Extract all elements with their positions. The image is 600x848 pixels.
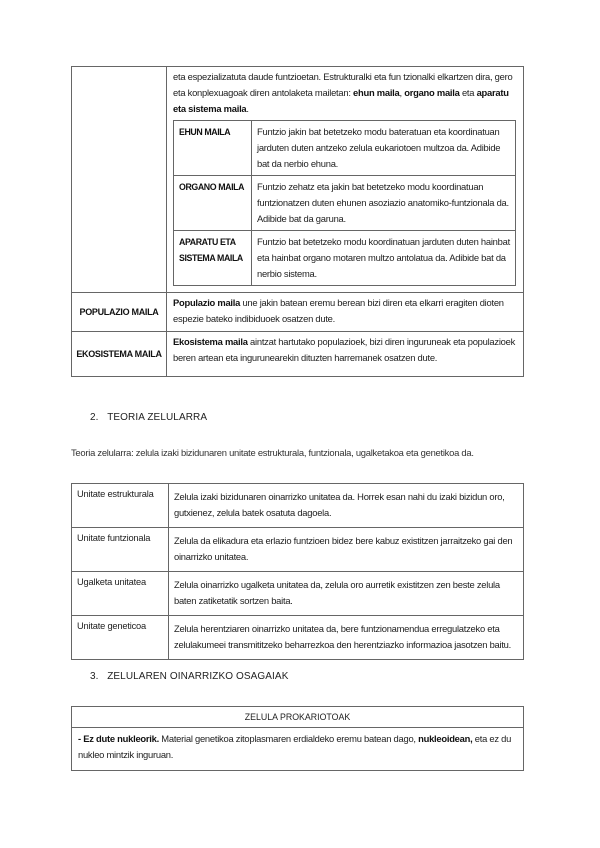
inner-text: Funtzio bat betetzeko modu koordinatuan jarduten duten hainbat eta hainbat organo motaren multzo antolatua da. Adibide bat da nerbio sistema. bbox=[252, 231, 516, 286]
row-text: Zelula da elikadura eta erlazio funtzioen bidez bere kabuz existitzen jarraitzeko gai den oinarrizko unitatea. bbox=[169, 528, 524, 572]
table-row bbox=[72, 528, 524, 572]
table-row bbox=[72, 707, 524, 728]
table-row bbox=[174, 231, 516, 286]
section-number: 2. bbox=[90, 412, 99, 423]
table-row bbox=[72, 572, 524, 616]
row-bold-term: Ekosistema maila bbox=[173, 336, 248, 347]
intro-text: eta espezializatuta daude funtzioetan. Estrukturalki eta fun tzionalki elkartzen dira, gero eta konplexuagoak diren antolaketa mailetan: bbox=[173, 71, 513, 98]
table-row bbox=[72, 484, 524, 528]
table-row bbox=[72, 332, 524, 377]
inner-text: Funtzio zehatz eta jakin bat betetzeko modu koordinatuan funtzionatzen duten ehunen asoziazio anatomiko-funtzionala da. Adibide bat da garuna. bbox=[252, 176, 516, 231]
prokaryote-description bbox=[72, 728, 524, 771]
bold-no-nucleus: - Ez dute nukleorik. bbox=[78, 733, 159, 744]
row-label: Ugalketa unitatea bbox=[72, 572, 169, 616]
section-title: TEORIA ZELULARRA bbox=[107, 412, 208, 423]
inner-label: EHUN MAILA bbox=[174, 121, 252, 176]
row-text: une jakin batean eremu berean bizi diren eta elkarri eragiten dioten espezie bateko indibiduoek osatzen dute. bbox=[173, 297, 504, 324]
intro-separator: , bbox=[399, 87, 405, 98]
description-text: Material genetikoa zitoplasmaren erdialdeko eremu batean dago, bbox=[158, 733, 419, 744]
row-text: Zelula izaki bizidunaren oinarrizko unitatea da. Horrek esan nahi du izaki bizidun oro, gutxienez, zelula batek osatuta dagoela. bbox=[169, 484, 524, 528]
table-row bbox=[72, 293, 524, 332]
inner-label: APARATU ETA SISTEMA MAILA bbox=[174, 231, 252, 286]
row-label: Unitate funtzionala bbox=[72, 528, 169, 572]
intro-bold-aparatu: aparatu eta sistema maila bbox=[173, 87, 509, 114]
prokaryotic-cells-table bbox=[71, 706, 524, 771]
row-text-cell bbox=[167, 332, 524, 377]
row-text: Zelula oinarrizko ugalketa unitatea da, zelula oro aurretik existitzen zen beste zelula baten zatiketatik sortzen baita. bbox=[169, 572, 524, 616]
theory-paragraph: Teoria zelularra: zelula izaki bizidunaren unitate estrukturala, funtzionala, ugalketakoa eta genetikoa da. bbox=[71, 447, 474, 458]
intro-bold-organo: organo maila bbox=[404, 87, 460, 98]
section-heading bbox=[90, 671, 288, 682]
empty-label-cell bbox=[72, 67, 167, 293]
intro-bold-ehun: ehun maila bbox=[353, 87, 400, 98]
organism-level-cell bbox=[167, 67, 524, 293]
row-text: aintzat hartutako populazioek, bizi diren inguruneak eta populazioek beren artean eta ingurunearekin dituzten harremanek osatzen dute. bbox=[173, 336, 516, 363]
row-bold-term: Populazio maila bbox=[173, 297, 241, 308]
table-row bbox=[72, 616, 524, 660]
cell-theory-table bbox=[71, 483, 524, 660]
table-row bbox=[72, 728, 524, 771]
bold-nucleoid: nukleoidean, bbox=[418, 733, 473, 744]
section-number: 3. bbox=[90, 671, 99, 682]
intro-end: . bbox=[246, 103, 249, 114]
row-label: Unitate geneticoa bbox=[72, 616, 169, 660]
organization-levels-table bbox=[71, 66, 524, 377]
section-title: ZELULAREN OINARRIZKO OSAGAIAK bbox=[107, 671, 289, 682]
table-row bbox=[174, 121, 516, 176]
intro-separator: eta bbox=[459, 87, 477, 98]
row-label: Unitate estrukturala bbox=[72, 484, 169, 528]
row-text-cell bbox=[167, 293, 524, 332]
table-header: ZELULA PROKARIOTOAK bbox=[72, 707, 524, 728]
table-row bbox=[72, 67, 524, 293]
table-row bbox=[174, 176, 516, 231]
row-label: POPULAZIO MAILA bbox=[72, 293, 167, 332]
inner-levels-table bbox=[173, 120, 516, 286]
row-text: Zelula herentziaren oinarrizko unitatea da, bere funtzionamendua erregulatzeko eta zelulakumeei transmititzeko beharrezkoa den herentziazko informazioa jasotzen baitu. bbox=[169, 616, 524, 660]
section-heading bbox=[90, 412, 207, 423]
row-label: EKOSISTEMA MAILA bbox=[72, 332, 167, 377]
inner-text: Funtzio jakin bat betetzeko modu bateratuan eta koordinatuan jarduten duten antzeko zelula eukariotoen multzoa da. Adibide bat da nerbio ehuna. bbox=[252, 121, 516, 176]
description-text: eta ez du nukleo mintzik inguruan. bbox=[78, 733, 512, 760]
inner-label: ORGANO MAILA bbox=[174, 176, 252, 231]
